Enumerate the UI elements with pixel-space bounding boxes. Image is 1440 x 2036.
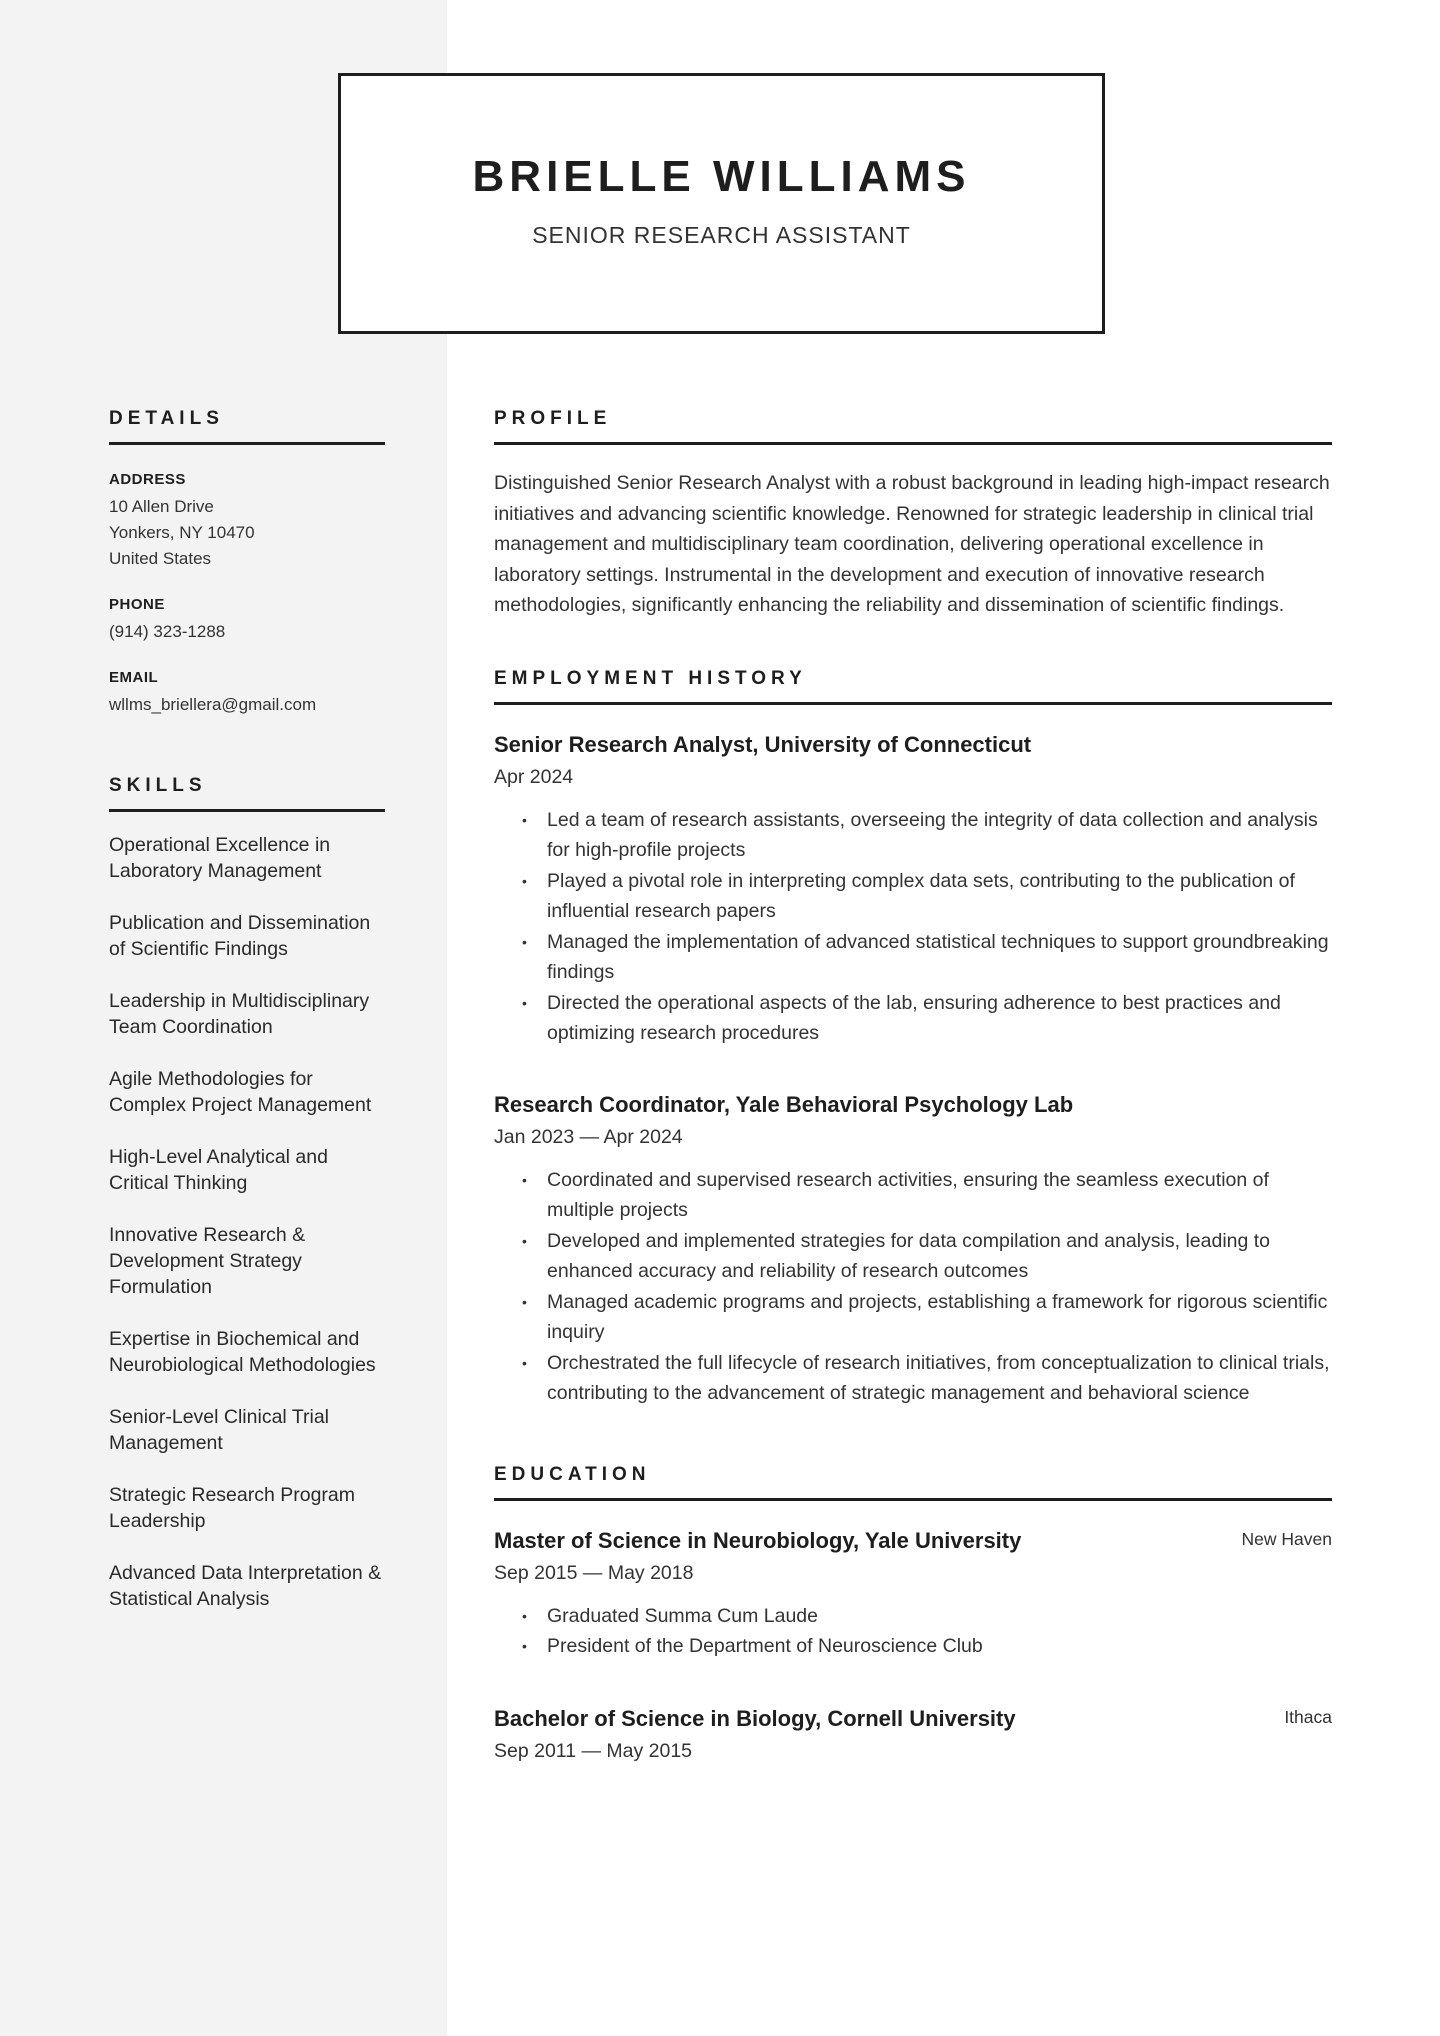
skill-item: Strategic Research Program Leadership bbox=[109, 1484, 356, 1532]
email-label: EMAIL bbox=[109, 669, 159, 686]
education-heading: EDUCATION bbox=[494, 1464, 1332, 1501]
profile-summary: Distinguished Senior Research Analyst with a robust background in leading high-impact research initiatives and advancing scientific knowledge. Renowned for strategic leadership in clinical trial management and multidisciplinary team coordination, delivering operational excellence in laboratory settings. Instrumental in the development and execution of innovative research methodologies, significantly enhancing the reliability and dissemination of scientific findings. bbox=[494, 472, 1330, 616]
education-bullets bbox=[494, 1601, 1332, 1662]
education-entry bbox=[494, 1704, 1332, 1765]
skills-heading: SKILLS bbox=[109, 775, 385, 812]
job-bullets bbox=[494, 805, 1332, 1049]
degree-heading: Bachelor of Science in Biology, Cornell University bbox=[494, 1705, 1016, 1731]
profile-heading: PROFILE bbox=[494, 408, 1332, 445]
job-entry bbox=[494, 730, 1332, 1049]
education-bullet: • Graduated Summa Cum Laude bbox=[494, 1601, 1332, 1632]
details-heading: DETAILS bbox=[109, 408, 385, 445]
education-city: Ithaca bbox=[1284, 1706, 1332, 1727]
skill-item: Publication and Dissemination of Scientific Findings bbox=[109, 912, 371, 960]
address-line: 10 Allen Drive bbox=[109, 497, 214, 516]
address-line: Yonkers, NY 10470 bbox=[109, 523, 255, 542]
skill-item: Expertise in Biochemical and Neurobiological Methodologies bbox=[109, 1328, 376, 1376]
skill-item: High-Level Analytical and Critical Thinking bbox=[109, 1146, 328, 1194]
name-header-box bbox=[338, 73, 1105, 334]
candidate-name: BRIELLE WILLIAMS bbox=[472, 152, 971, 201]
education-dates: Sep 2015 — May 2018 bbox=[494, 1561, 694, 1584]
skills-list bbox=[109, 832, 385, 1612]
education-entry bbox=[494, 1526, 1332, 1662]
job-bullet: • Led a team of research assistants, overseeing the integrity of data collection and analysis for high-profile projects bbox=[494, 805, 1332, 866]
education-bullet: • President of the Department of Neuroscience Club bbox=[494, 1631, 1332, 1662]
phone-label: PHONE bbox=[109, 596, 165, 613]
job-heading: Research Coordinator, Yale Behavioral Psychology Lab bbox=[494, 1091, 1074, 1117]
address-line: United States bbox=[109, 549, 212, 568]
candidate-title: SENIOR RESEARCH ASSISTANT bbox=[532, 222, 911, 248]
job-entry bbox=[494, 1090, 1332, 1409]
job-dates: Apr 2024 bbox=[494, 765, 574, 788]
job-bullet: • Directed the operational aspects of the lab, ensuring adherence to best practices and optimizing research procedures bbox=[494, 988, 1332, 1049]
email-value: wllms_briellera@gmail.com bbox=[109, 695, 317, 714]
job-bullet: • Coordinated and supervised research activities, ensuring the seamless execution of multiple projects bbox=[494, 1165, 1332, 1226]
education-dates: Sep 2011 — May 2015 bbox=[494, 1739, 693, 1762]
address-label: ADDRESS bbox=[109, 471, 186, 488]
degree-heading: Master of Science in Neurobiology, Yale University bbox=[494, 1527, 1022, 1553]
skill-item: Operational Excellence in Laboratory Management bbox=[109, 834, 331, 882]
education-city: New Haven bbox=[1241, 1528, 1332, 1549]
job-bullet: • Managed academic programs and projects, establishing a framework for rigorous scientific inquiry bbox=[494, 1287, 1332, 1348]
job-bullet: • Developed and implemented strategies for data compilation and analysis, leading to enhanced accuracy and reliability of research outcomes bbox=[494, 1226, 1332, 1287]
job-bullets bbox=[494, 1165, 1332, 1409]
job-heading: Senior Research Analyst, University of Connecticut bbox=[494, 731, 1032, 757]
skill-item: Leadership in Multidisciplinary Team Coordination bbox=[109, 990, 370, 1038]
employment-heading: EMPLOYMENT HISTORY bbox=[494, 668, 1332, 705]
skill-item: Senior-Level Clinical Trial Management bbox=[109, 1406, 330, 1454]
left-column bbox=[109, 408, 385, 1638]
job-bullet: • Orchestrated the full lifecycle of research initiatives, from conceptualization to clinical trials, contributing to the advancement of strategic management and behavioral science bbox=[494, 1348, 1332, 1409]
skill-item: Agile Methodologies for Complex Project Management bbox=[109, 1068, 372, 1116]
skill-item: Innovative Research & Development Strategy Formulation bbox=[109, 1224, 306, 1298]
job-dates: Jan 2023 — Apr 2024 bbox=[494, 1125, 683, 1148]
skill-item: Advanced Data Interpretation & Statistical Analysis bbox=[109, 1562, 382, 1610]
phone-value: (914) 323-1288 bbox=[109, 622, 226, 641]
job-bullet: • Played a pivotal role in interpreting complex data sets, contributing to the publication of influential research papers bbox=[494, 866, 1332, 927]
main-column bbox=[494, 408, 1332, 1765]
job-bullet: • Managed the implementation of advanced statistical techniques to support groundbreaking findings bbox=[494, 927, 1332, 988]
